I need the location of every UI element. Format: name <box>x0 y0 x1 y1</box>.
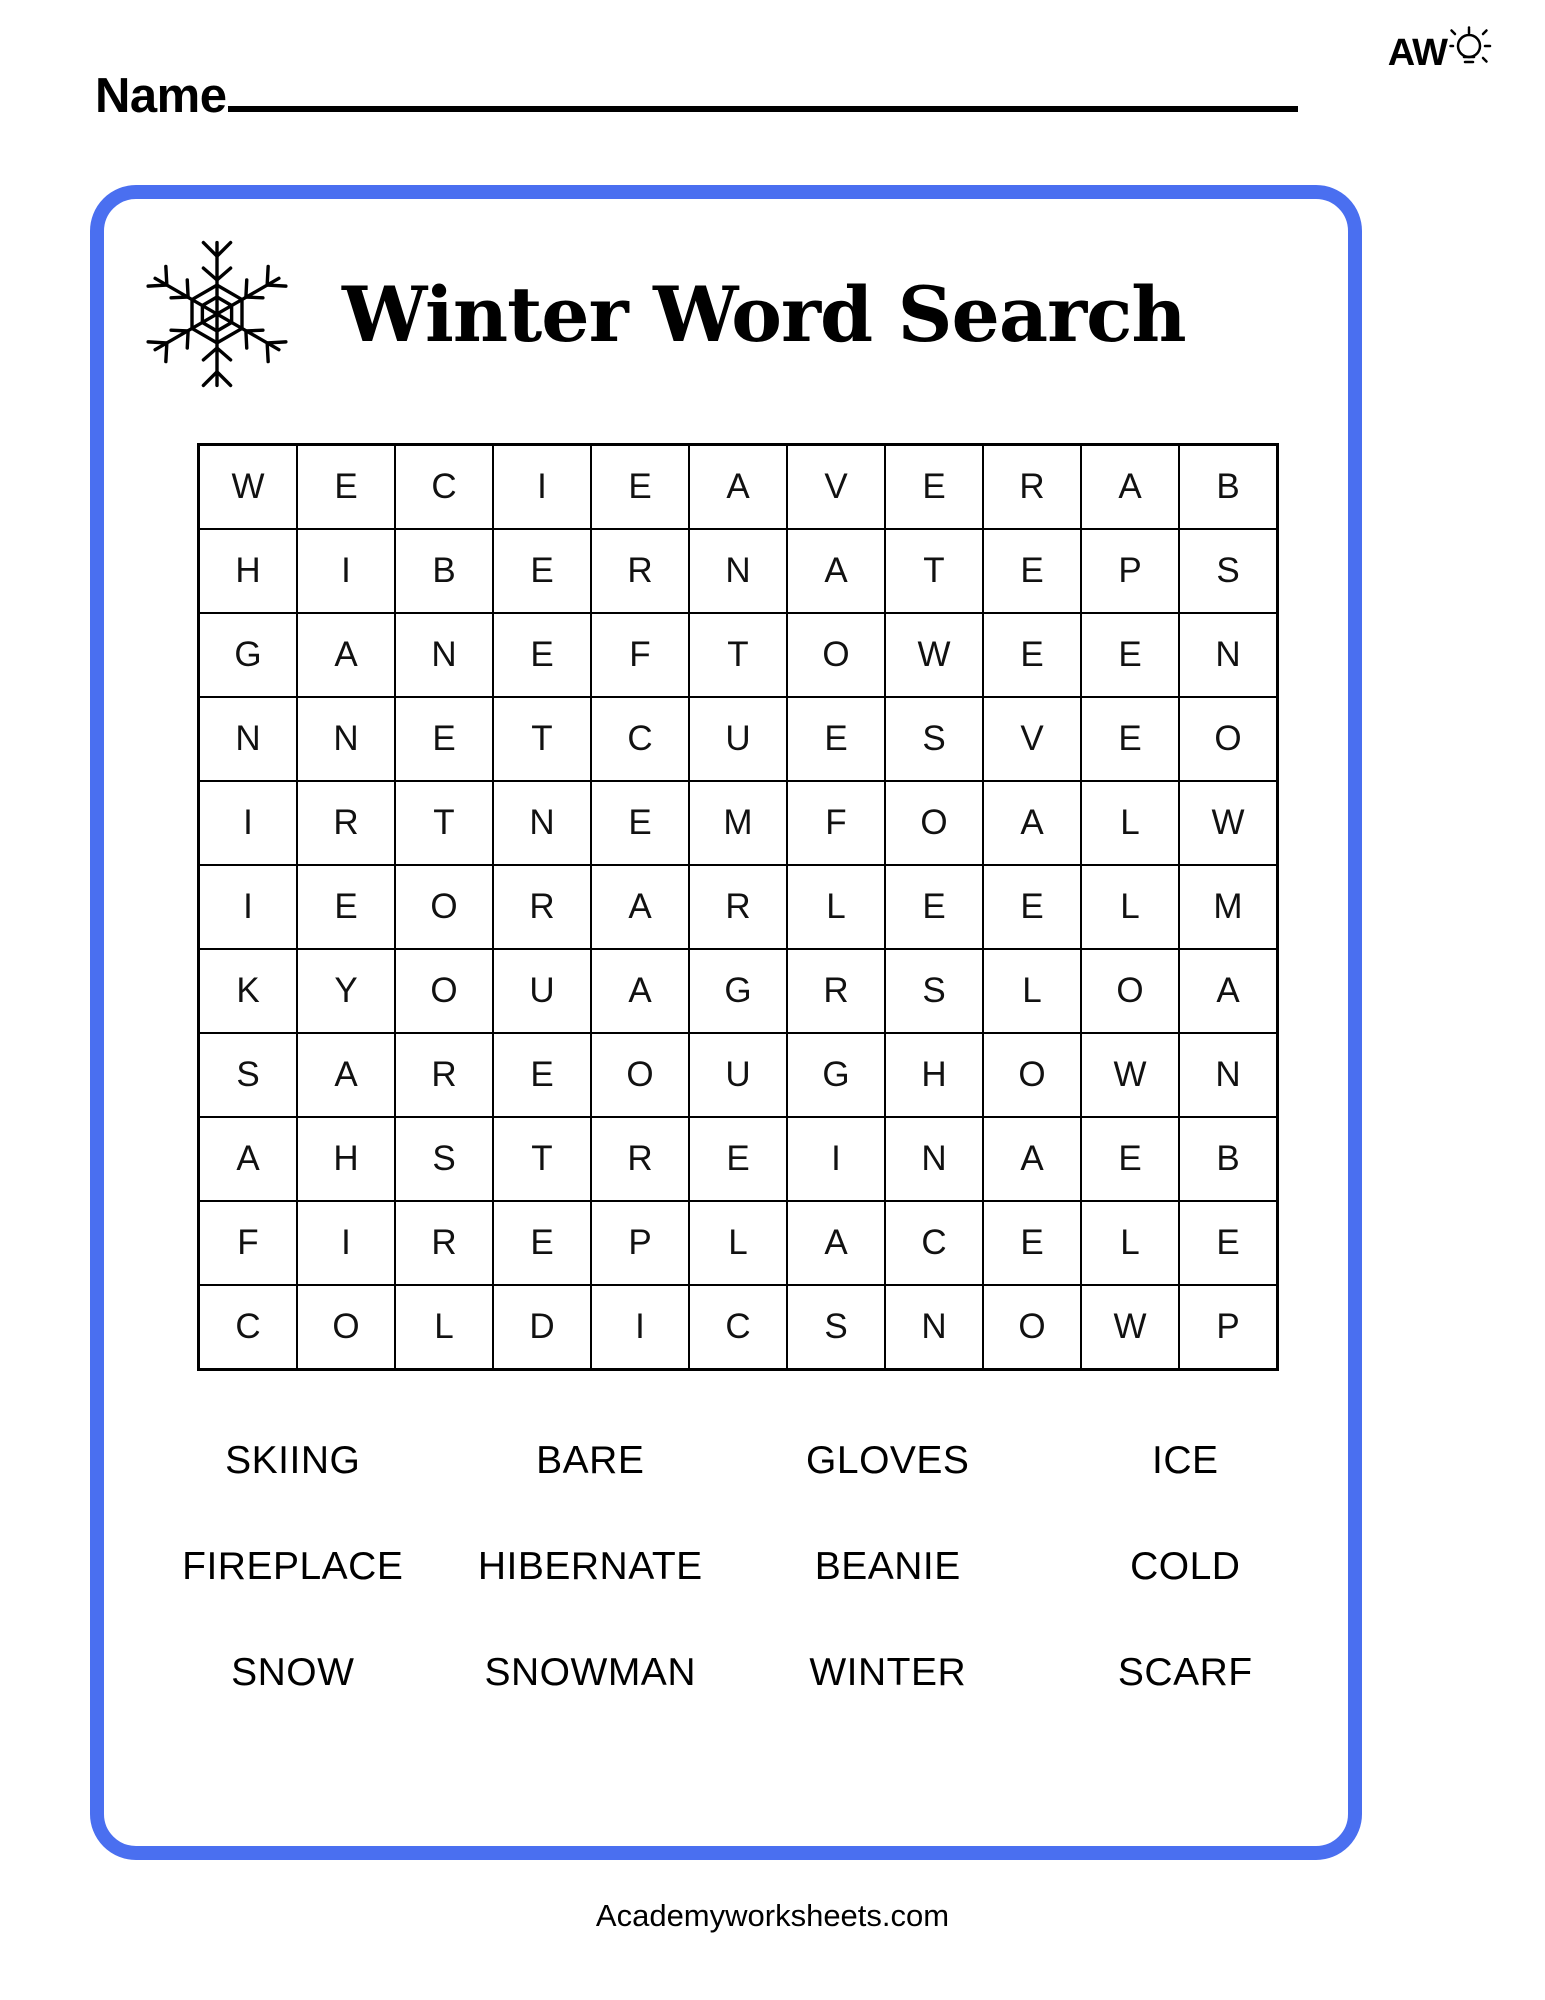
grid-cell[interactable]: N <box>297 697 395 781</box>
grid-cell[interactable]: I <box>199 781 298 865</box>
word-list-item[interactable]: BEANIE <box>814 1545 961 1588</box>
grid-cell[interactable]: S <box>885 697 983 781</box>
grid-cell[interactable]: G <box>199 613 298 697</box>
grid-cell[interactable]: E <box>885 865 983 949</box>
name-field-row <box>95 62 1298 124</box>
grid-cell[interactable]: T <box>689 613 787 697</box>
grid-cell[interactable]: E <box>885 445 983 530</box>
grid-cell[interactable]: T <box>493 697 591 781</box>
grid-cell[interactable]: M <box>1179 865 1278 949</box>
grid-cell[interactable]: S <box>395 1117 493 1201</box>
grid-cell[interactable]: W <box>199 445 298 530</box>
grid-cell[interactable]: R <box>493 865 591 949</box>
grid-cell[interactable]: Y <box>297 949 395 1033</box>
grid-row <box>199 697 1278 781</box>
grid-cell[interactable]: L <box>689 1201 787 1285</box>
word-list-item[interactable]: SNOWMAN <box>484 1651 696 1694</box>
grid-cell[interactable]: G <box>689 949 787 1033</box>
grid-cell[interactable]: I <box>591 1285 689 1370</box>
grid-cell[interactable]: E <box>1081 697 1179 781</box>
grid-cell[interactable]: O <box>591 1033 689 1117</box>
grid-cell[interactable]: E <box>591 781 689 865</box>
word-search-grid <box>197 443 1279 1371</box>
grid-cell[interactable]: B <box>1179 445 1278 530</box>
grid-cell[interactable]: N <box>199 697 298 781</box>
grid-cell[interactable]: A <box>591 865 689 949</box>
grid-row <box>199 1033 1278 1117</box>
grid-cell[interactable]: N <box>493 781 591 865</box>
grid-cell[interactable]: E <box>1081 1117 1179 1201</box>
grid-cell[interactable]: A <box>689 445 787 530</box>
lightbulb-icon <box>1449 26 1493 79</box>
word-list-item[interactable]: HIBERNATE <box>477 1545 703 1588</box>
word-list-item[interactable]: WINTER <box>809 1651 967 1694</box>
grid-cell[interactable]: U <box>689 697 787 781</box>
grid-cell[interactable]: A <box>787 529 885 613</box>
grid-cell[interactable]: K <box>199 949 298 1033</box>
grid-cell[interactable]: N <box>1179 613 1278 697</box>
grid-cell[interactable]: B <box>1179 1117 1278 1201</box>
grid-cell[interactable]: L <box>1081 865 1179 949</box>
grid-cell[interactable]: E <box>297 865 395 949</box>
grid-cell[interactable]: L <box>1081 781 1179 865</box>
grid-cell[interactable]: C <box>591 697 689 781</box>
grid-cell[interactable]: S <box>885 949 983 1033</box>
grid-cell[interactable]: H <box>297 1117 395 1201</box>
grid-cell[interactable]: A <box>297 1033 395 1117</box>
grid-cell[interactable]: E <box>983 865 1081 949</box>
grid-cell[interactable]: L <box>1081 1201 1179 1285</box>
grid-cell[interactable]: N <box>1179 1033 1278 1117</box>
grid-cell[interactable]: R <box>297 781 395 865</box>
grid-cell[interactable]: F <box>199 1201 298 1285</box>
grid-cell[interactable]: A <box>787 1201 885 1285</box>
grid-cell[interactable]: E <box>591 445 689 530</box>
grid-row <box>199 781 1278 865</box>
grid-cell[interactable]: R <box>591 529 689 613</box>
grid-row <box>199 529 1278 613</box>
grid-cell[interactable]: E <box>983 613 1081 697</box>
word-list-item[interactable]: COLD <box>1130 1545 1241 1588</box>
grid-cell[interactable]: I <box>297 1201 395 1285</box>
grid-cell[interactable]: S <box>1179 529 1278 613</box>
grid-cell[interactable]: R <box>689 865 787 949</box>
grid-cell[interactable]: I <box>199 865 298 949</box>
grid-cell[interactable]: O <box>983 1285 1081 1370</box>
grid-cell[interactable]: C <box>689 1285 787 1370</box>
grid-cell[interactable]: E <box>1179 1201 1278 1285</box>
page-title: Winter Word Search <box>342 269 1186 359</box>
grid-cell[interactable]: T <box>493 1117 591 1201</box>
grid-cell[interactable]: A <box>983 1117 1081 1201</box>
grid-cell[interactable]: P <box>1179 1285 1278 1370</box>
grid-cell[interactable]: W <box>1179 781 1278 865</box>
grid-cell[interactable]: W <box>1081 1285 1179 1370</box>
grid-row <box>199 1117 1278 1201</box>
word-list-item[interactable]: SKIING <box>225 1439 361 1482</box>
grid-cell[interactable]: W <box>885 613 983 697</box>
grid-cell[interactable]: O <box>395 949 493 1033</box>
grid-cell[interactable]: O <box>885 781 983 865</box>
grid-cell[interactable]: L <box>395 1285 493 1370</box>
grid-row <box>199 1285 1278 1370</box>
grid-cell[interactable]: M <box>689 781 787 865</box>
grid-cell[interactable]: R <box>787 949 885 1033</box>
grid-cell[interactable]: N <box>689 529 787 613</box>
puzzle-grid-table <box>197 443 1279 1371</box>
brand-logo-text: AW <box>1387 31 1447 74</box>
grid-cell[interactable]: E <box>493 1201 591 1285</box>
grid-cell[interactable]: A <box>591 949 689 1033</box>
grid-cell[interactable]: R <box>591 1117 689 1201</box>
grid-cell[interactable]: I <box>787 1117 885 1201</box>
grid-cell[interactable]: T <box>885 529 983 613</box>
grid-cell[interactable]: W <box>1081 1033 1179 1117</box>
grid-cell[interactable]: P <box>591 1201 689 1285</box>
brand-logo <box>1388 26 1493 79</box>
grid-cell[interactable]: A <box>1081 445 1179 530</box>
grid-row <box>199 949 1278 1033</box>
grid-cell[interactable]: U <box>689 1033 787 1117</box>
word-list-item[interactable]: SCARF <box>1117 1651 1253 1694</box>
grid-cell[interactable]: O <box>983 1033 1081 1117</box>
grid-cell[interactable]: R <box>983 445 1081 530</box>
grid-row <box>199 865 1278 949</box>
grid-cell[interactable]: V <box>983 697 1081 781</box>
grid-cell[interactable]: E <box>493 1033 591 1117</box>
name-label: Name <box>95 69 227 123</box>
word-list-item[interactable]: FIREPLACE <box>182 1545 404 1588</box>
grid-cell[interactable]: C <box>395 445 493 530</box>
grid-cell[interactable]: B <box>395 529 493 613</box>
grid-cell[interactable]: H <box>199 529 298 613</box>
grid-cell[interactable]: D <box>493 1285 591 1370</box>
grid-cell[interactable]: R <box>395 1201 493 1285</box>
grid-cell[interactable]: O <box>1179 697 1278 781</box>
grid-cell[interactable]: C <box>885 1201 983 1285</box>
word-list-item[interactable]: GLOVES <box>806 1439 970 1482</box>
grid-cell[interactable]: V <box>787 445 885 530</box>
grid-cell[interactable]: P <box>1081 529 1179 613</box>
grid-cell[interactable]: H <box>885 1033 983 1117</box>
grid-cell[interactable]: I <box>493 445 591 530</box>
grid-cell[interactable]: E <box>689 1117 787 1201</box>
grid-cell[interactable]: F <box>787 781 885 865</box>
grid-cell[interactable]: L <box>787 865 885 949</box>
word-list-item[interactable]: BARE <box>536 1439 645 1482</box>
grid-cell[interactable]: L <box>983 949 1081 1033</box>
grid-cell[interactable]: S <box>787 1285 885 1370</box>
word-list <box>144 1439 1334 1695</box>
grid-cell[interactable]: O <box>787 613 885 697</box>
grid-cell[interactable]: E <box>787 697 885 781</box>
worksheet-card <box>90 185 1362 1860</box>
grid-cell[interactable]: N <box>395 613 493 697</box>
grid-cell[interactable]: O <box>1081 949 1179 1033</box>
snowflake-icon <box>132 229 302 399</box>
grid-cell[interactable]: U <box>493 949 591 1033</box>
grid-cell[interactable]: O <box>395 865 493 949</box>
grid-cell[interactable]: E <box>297 445 395 530</box>
grid-cell[interactable]: S <box>199 1033 298 1117</box>
grid-cell[interactable]: N <box>885 1285 983 1370</box>
grid-cell[interactable]: A <box>983 781 1081 865</box>
grid-cell[interactable]: F <box>591 613 689 697</box>
grid-cell[interactable]: R <box>395 1033 493 1117</box>
grid-row <box>199 1201 1278 1285</box>
grid-cell[interactable]: E <box>493 529 591 613</box>
grid-cell[interactable]: G <box>787 1033 885 1117</box>
grid-cell[interactable]: A <box>297 613 395 697</box>
grid-row <box>199 613 1278 697</box>
word-list-item[interactable]: SNOW <box>231 1651 355 1694</box>
name-input-blank[interactable] <box>228 62 1298 112</box>
grid-cell[interactable]: I <box>297 529 395 613</box>
grid-cell[interactable]: C <box>199 1285 298 1370</box>
grid-cell[interactable]: A <box>1179 949 1278 1033</box>
grid-cell[interactable]: N <box>885 1117 983 1201</box>
grid-cell[interactable]: E <box>493 613 591 697</box>
grid-cell[interactable]: E <box>983 529 1081 613</box>
grid-cell[interactable]: E <box>1081 613 1179 697</box>
grid-cell[interactable]: T <box>395 781 493 865</box>
footer-text: Academyworksheets.com <box>595 1898 950 1933</box>
grid-cell[interactable]: E <box>395 697 493 781</box>
word-list-item[interactable]: ICE <box>1151 1439 1219 1482</box>
worksheet-header <box>132 229 1186 399</box>
grid-cell[interactable]: A <box>199 1117 298 1201</box>
grid-cell[interactable]: O <box>297 1285 395 1370</box>
grid-row <box>199 445 1278 530</box>
grid-cell[interactable]: E <box>983 1201 1081 1285</box>
